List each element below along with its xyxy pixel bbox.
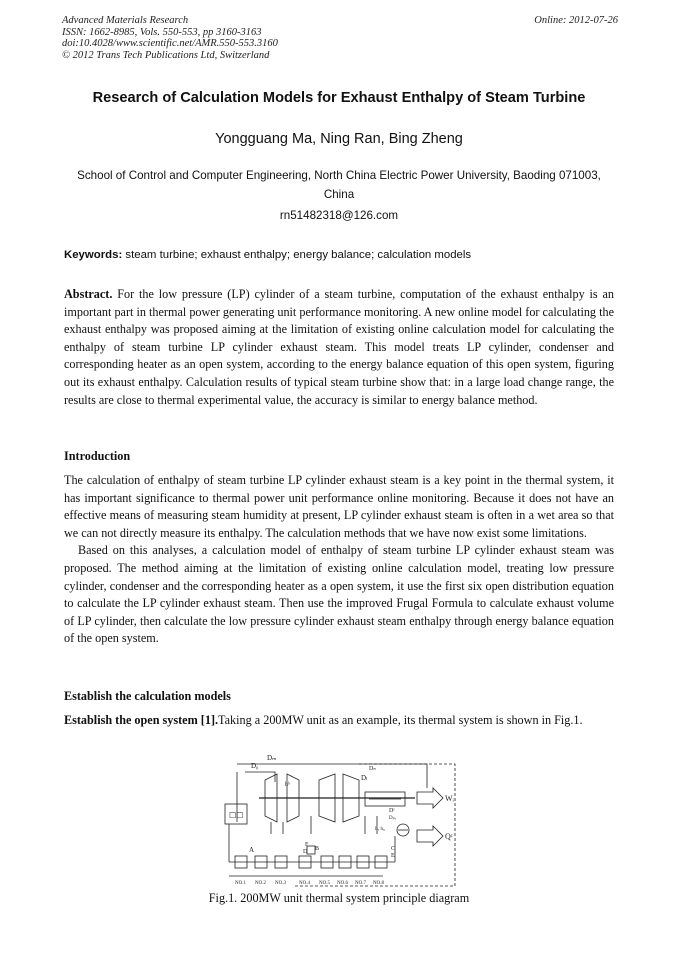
journal-copyright: © 2012 Trans Tech Publications Ltd, Switzerland bbox=[62, 49, 270, 61]
journal-name: Advanced Materials Research bbox=[62, 15, 189, 26]
label-f: F bbox=[305, 842, 309, 848]
thermal-system-diagram bbox=[215, 752, 475, 888]
label-b: B bbox=[315, 846, 320, 852]
journal-header bbox=[62, 15, 618, 61]
label-d-left: D₀ bbox=[251, 762, 259, 770]
label-d-mid: Dₗ bbox=[361, 774, 368, 782]
models-body bbox=[64, 712, 614, 730]
paper-title: Research of Calculation Models for Exhaust Enthalpy of Steam Turbine bbox=[92, 90, 586, 106]
keywords-label: Keywords: bbox=[64, 249, 123, 261]
label-wi: Wᵢ bbox=[445, 794, 454, 803]
label-c: C bbox=[391, 846, 396, 852]
heater-label-8: NO.8 bbox=[373, 881, 384, 886]
online-date: Online: 2012-07-26 bbox=[534, 15, 618, 26]
figure-caption: Fig.1. 200MW unit thermal system principle diagram bbox=[208, 891, 470, 905]
label-d: D bbox=[303, 849, 308, 855]
abstract bbox=[64, 286, 614, 409]
work-output-arrow bbox=[417, 788, 443, 808]
abstract-label: Abstract. bbox=[64, 287, 113, 301]
heater-label-2: NO.2 bbox=[255, 881, 266, 886]
models-heading: Establish the calculation models bbox=[64, 689, 231, 703]
open-system-label: Establish the open system [1]. bbox=[64, 713, 219, 727]
paper-affiliation: School of Control and Computer Engineering, North China Electric Power University, Baoding 071003, China bbox=[77, 169, 601, 201]
heat-rejection-arrow bbox=[417, 826, 443, 846]
heater-label-1: NO.1 bbox=[235, 881, 246, 886]
author-email: rn51482318@126.com bbox=[279, 209, 399, 222]
label-extractions: h₇ h₈ bbox=[375, 827, 385, 832]
introduction-paragraph-2: Based on this analyses, a calculation model of enthalpy of steam turbine LP cylinder exhaust steam was proposed. The method aiming at the limitation of existing online calculation model, treating low pressure cylinder, condenser and the corresponding heater as a open system, it use the first six open distribution equation to calculate the LP cylinder exhaust steam. Then use the improved Frugal Formula to calculate exhaust volume of LP cylinder, then calculate the low pressure cylinder exhaust steam enthalpy through energy balance equation of the open system. bbox=[64, 543, 614, 646]
label-d-ex: Dₚₒ bbox=[389, 816, 397, 821]
heater-label-5: NO.5 bbox=[319, 881, 330, 886]
label-a: A bbox=[249, 846, 255, 854]
abstract-text: For the low pressure (LP) cylinder of a steam turbine, computation of the exhaust enthalpy is an important part in thermal power generating unit performance monitoring. A new online model for calculating the exhaust enthalpy was proposed aiming at the limitation of existing online calculation model for calculating the enthalpy of steam turbine LP cylinder exhaust steam. This model treats LP cylinder, condenser and corresponding heater as an open system, according to the energy balance equation of this open system, figuring out its exhaust enthalpy. Calculation results of typical steam turbine show that: in a large load change range, the results are close to thermal experimental value, the accuracy is similar to energy balance method. bbox=[64, 287, 614, 407]
heater-label-7: NO.7 bbox=[355, 881, 366, 886]
heater-label-3: NO.3 bbox=[275, 881, 286, 886]
keywords-text: steam turbine; exhaust enthalpy; energy balance; calculation models bbox=[122, 249, 472, 261]
heater-label-6: NO.6 bbox=[337, 881, 348, 886]
heater-label-4: NO.4 bbox=[299, 881, 310, 886]
label-d-top: Dₘ bbox=[267, 754, 277, 762]
label-d-right: Dₙ bbox=[369, 766, 376, 772]
label-e: E bbox=[391, 853, 395, 859]
keywords bbox=[64, 249, 618, 261]
journal-issn: ISSN: 1662-8985, Vols. 550-553, pp 3160-3163 bbox=[62, 26, 262, 38]
label-d-c: Dᶜ bbox=[389, 808, 395, 814]
introduction-heading: Introduction bbox=[64, 449, 131, 463]
paper-authors: Yongguang Ma, Ning Ran, Bing Zheng bbox=[215, 131, 463, 147]
pipe-top bbox=[237, 764, 427, 788]
introduction-body bbox=[64, 472, 614, 648]
journal-doi: doi:10.4028/www.scientific.net/AMR.550-553.3160 bbox=[62, 38, 278, 50]
label-qc: Qᶜ bbox=[445, 832, 453, 841]
open-system-text: Taking a 200MW unit as an example, its thermal system is shown in Fig.1. bbox=[218, 713, 583, 727]
boiler-symbol: ☐☐ bbox=[229, 811, 244, 820]
introduction-paragraph-1: The calculation of enthalpy of steam turbine LP cylinder exhaust steam is a key point in the thermal system, it has important significance to thermal power unit performance online monitoring. Because it does not have an effective means of measuring steam humidity at present, LP cylinder exhaust steam is often in a wet area so that we can not directly measure its enthalpy. The calculation methods that we have now exist some limitations. bbox=[64, 473, 614, 540]
label-d-b: hᵇ bbox=[285, 782, 290, 788]
